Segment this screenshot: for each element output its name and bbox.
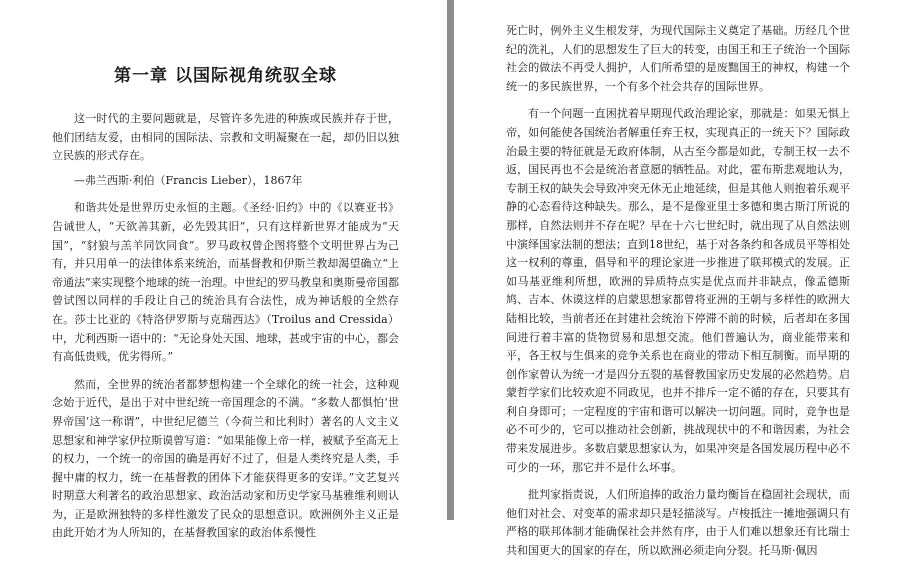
left-page	[0, 0, 447, 540]
epigraph-attribution: —弗兰西斯·利伯（Francis Lieber），1867年	[74, 173, 303, 187]
body-paragraph: 死亡时，例外主义生根发芽，为现代国际主义奠定了基础。历经几个世纪的洗礼，人们的思想发生了巨大的转变，由国王和王子统治一个国际社会的做法不再受人拥护，人们所希望的是废黜国王的神权，构建一个统一的多民族世界，一个有多个社会共存的国际世界。	[506, 24, 850, 93]
body-paragraph: 和谐共处是世界历史永恒的主题。《圣经·旧约》中的《以赛亚书》告诫世人，“天欲善其新，必先毁其旧”，只有这样新世界才能成为“天国”，“豺狼与羔羊同饮同食”。罗马政权曾企图将整个文明世界占为己有，并只用单一的法律体系来统治，而基督教和伊斯兰教却渴望确立“上帝通法”来实现整个地球的统一治理。中世纪的罗马教皇和奥斯曼帝国都曾试图以同样的手段让自己的统治具有合法性，成为神话般的全然存在。莎士比亚的《特洛伊罗斯与克瑞西达》（Troilus and Cressida）中，尤利西斯一语中的：“无论身处天国、地球，甚或宇宙的中心，都会有高低贵贱，优劣得所。”	[52, 201, 399, 364]
chapter-title: 第一章 以国际视角统驭全球	[114, 66, 337, 86]
right-page	[454, 0, 900, 558]
body-paragraph: 批判家指责说，人们所追捧的政治力量均衡旨在稳固社会现状，而他们对社会、对变革的需求却只是轻描淡写。卢梭抵注一摊地强调只有严格的联邦体制才能确保社会并然有序，由于人们难以想象还有比瑞士共和国更大的国家的存在，所以欧洲必须走向分裂。托马斯·佩因	[506, 488, 850, 558]
epigraph: 这一时代的主要问题就是，尽管许多先进的种族或民族并存于世，他们团结友爱，由相同的国际法、宗教和文明凝聚在一起，却仍旧以独立民族的形式存在。	[52, 112, 399, 163]
page-gutter	[447, 0, 454, 520]
body-paragraph: 有一个问题一直困扰着早期现代政治理论家，那就是：如果无惧上帝，如何能使各国统治者解重任弃王权，实现真正的一统天下？国际政治最主要的特征就是无政府体制，从古至今都是如此，专制王权一去不返，国民再也不会是统治者意愿的牺牲品。对此，霍布斯悲观地认为，专制王权的缺失会导致冲突无休无止地延续，但是其他人则抱着乐观平静的心态看待这种缺失。那么，是不是像亚里士多德和奥古斯汀所说的那样，自然法则并不存在呢？早在十六七世纪时，就出现了从自然法则中演绎国家法制的想法；直到18世纪，基于对各条约和各成员平等相处这一权利的尊重，倡导和平的理论家进一步推进了联邦模式的发展。正如马基亚维利所想，欧洲的异质特点实是优点而并非缺点，像孟德斯鸠、吉本、休谟这样的启蒙思想家都曾将亚洲的王朝与多样性的欧洲大陆相比较，当前者还在封建社会统治下停滞不前的时候，后者却在多国间进行着丰富的货物贸易和思想交流。他们普遍认为，商业能带来和平，各王权与生俱来的竞争关系也在商业的带动下相互制衡。而早期的创作家曾认为统一才是四分五裂的基督教国家历史发展的必然趋势。启蒙哲学家们比较欢迎不同政见，也并不排斥一定不循的存在，只要其有利自身即可；一定程度的宇宙和谐可以解决一切问题。同时，竞争也是必不可少的，它可以推动社会创新，挑战现状中的不和谐因素，为社会带来发展进步。多数启蒙思想家认为，如果冲突是各国发展历程中必不可少的一环，那它并不是什么坏事。	[506, 107, 850, 474]
body-paragraph: 然而，全世界的统治者都梦想构建一个全球化的统一社会，这种观念始于近代，是出于对中世纪统一帝国理念的不满。“多数人都惧怕‘世界帝国’这一称谓”，中世纪尼德兰（今荷兰和比利时）著名的人文主义思想家和神学家伊拉斯谟曾写道：“如果能像上帝一样，被赋予至高无上的权力，一个统一的帝国的确是再好不过了，但是人类终究是人类，手握中庸的权力，统一在基督教的团体下才能获得更多的安详。”文艺复兴时期意大利著名的政治思想家、政治活动家和历史学家马基雅维利则认为，正是欧洲独特的多样性激发了民众的思想意识。欧洲例外主义正是由此开始才为人所知的，在基督教国家的政治体系慢性	[52, 377, 399, 540]
